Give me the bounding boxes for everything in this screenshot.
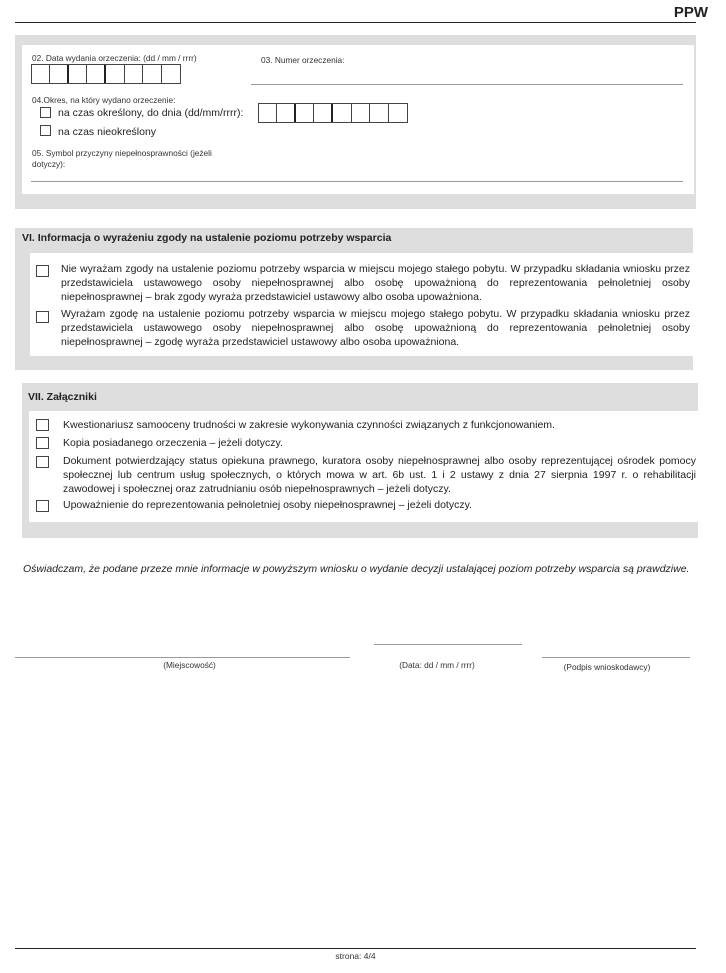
symbol-label: 05. Symbol przyczyny niepełnosprawności (jeżeli dotyczy): [32, 148, 212, 169]
consent-text: Wyrażam zgodę na ustalenie poziomu potrzeby wsparcia w miejscu mojego stałego pobytu. W przypadku składania wniosku przez przedstawiciela ustawowego osoby niepełnosprawnej albo osobę upoważnioną do reprezentowania pełnoletniej osoby niepełnosprawnej – zgodę wyraża przedstawiciel ustawowy albo osoba upoważniona. [61, 308, 690, 348]
attachment-authorization-text: Upoważnienie do reprezentowania pełnoletniej osoby niepełnosprawnej – jeżeli dotyczy. [63, 499, 472, 511]
no-consent-checkbox[interactable] [36, 265, 49, 277]
attachment-questionnaire-text: Kwestionariusz samooceny trudności w zakresie wykonywania czynności związanych z funkcjonowaniem. [63, 419, 555, 431]
fixed-term-checkbox[interactable] [40, 107, 51, 118]
indefinite-checkbox[interactable] [40, 125, 51, 136]
period-label: 04.Okres, na który wydano orzeczenie: [32, 95, 176, 105]
place-line[interactable] [15, 657, 350, 658]
date-line[interactable] [374, 644, 522, 645]
signature-caption: (Podpis wnioskodawcy) [563, 662, 651, 672]
symbol-input-line[interactable] [31, 181, 683, 182]
page-number: strona: 4/4 [335, 951, 376, 961]
declaration-text: Oświadczam, że podane przeze mnie informacje w powyższym wniosku o wydanie decyzji ustalającej poziom potrzeby wsparcia są prawdziwe. [23, 563, 690, 575]
fixed-term-date-input[interactable] [258, 103, 408, 123]
date-label: 02. Data wydania orzeczenia: (dd / mm / rrrr) [32, 53, 197, 63]
date-input[interactable] [31, 64, 181, 84]
attachment-authorization-checkbox[interactable] [36, 500, 49, 512]
number-input-line[interactable] [251, 84, 683, 85]
no-consent-text: Nie wyrażam zgody na ustalenie poziomu potrzeby wsparcia w miejscu mojego stałego pobytu. W przypadku składania wniosku przez przedstawiciela ustawowego osoby niepełnosprawnej albo osobę upoważnioną do reprezentowania pełnoletniej osoby niepełnosprawnej – brak zgody wyraża przedstawiciel ustawowy albo osoba upoważniona. [61, 263, 690, 303]
fixed-term-label: na czas określony, do dnia (dd/mm/rrrr): [58, 107, 244, 119]
attachment-questionnaire-checkbox[interactable] [36, 419, 49, 431]
place-caption: (Miejscowość) [163, 660, 216, 670]
date-caption: (Data: dd / mm / rrrr) [399, 660, 475, 670]
footer-rule [15, 948, 696, 949]
form-code: PPW [673, 4, 708, 21]
consent-checkbox[interactable] [36, 311, 49, 323]
section7-title: VII. Załączniki [28, 391, 97, 403]
attachment-copy-checkbox[interactable] [36, 437, 49, 449]
attachment-status-text: Dokument potwierdzający status opiekuna prawnego, kuratora osoby niepełnosprawnej albo osoby reprezentującej ośrodek pomocy społecznej lub centrum usług społecznych, o których mowa w art. 6b ust. 1 i 2 ustawy z dnia 27 sierpnia 1997 r. o rehabilitacji zawodowej i społecznej oraz zatrudnianiu osób niepełnosprawnych – jeżeli dotyczy. [63, 455, 696, 495]
signature-line[interactable] [542, 657, 690, 658]
header-rule [15, 22, 696, 23]
attachment-status-checkbox[interactable] [36, 456, 49, 468]
attachment-copy-text: Kopia posiadanego orzeczenia – jeżeli dotyczy. [63, 437, 283, 449]
indefinite-label: na czas nieokreślony [58, 126, 157, 138]
number-label: 03. Numer orzeczenia: [261, 55, 345, 65]
section6-title: VI. Informacja o wyrażeniu zgody na ustalenie poziomu potrzeby wsparcia [22, 232, 392, 244]
